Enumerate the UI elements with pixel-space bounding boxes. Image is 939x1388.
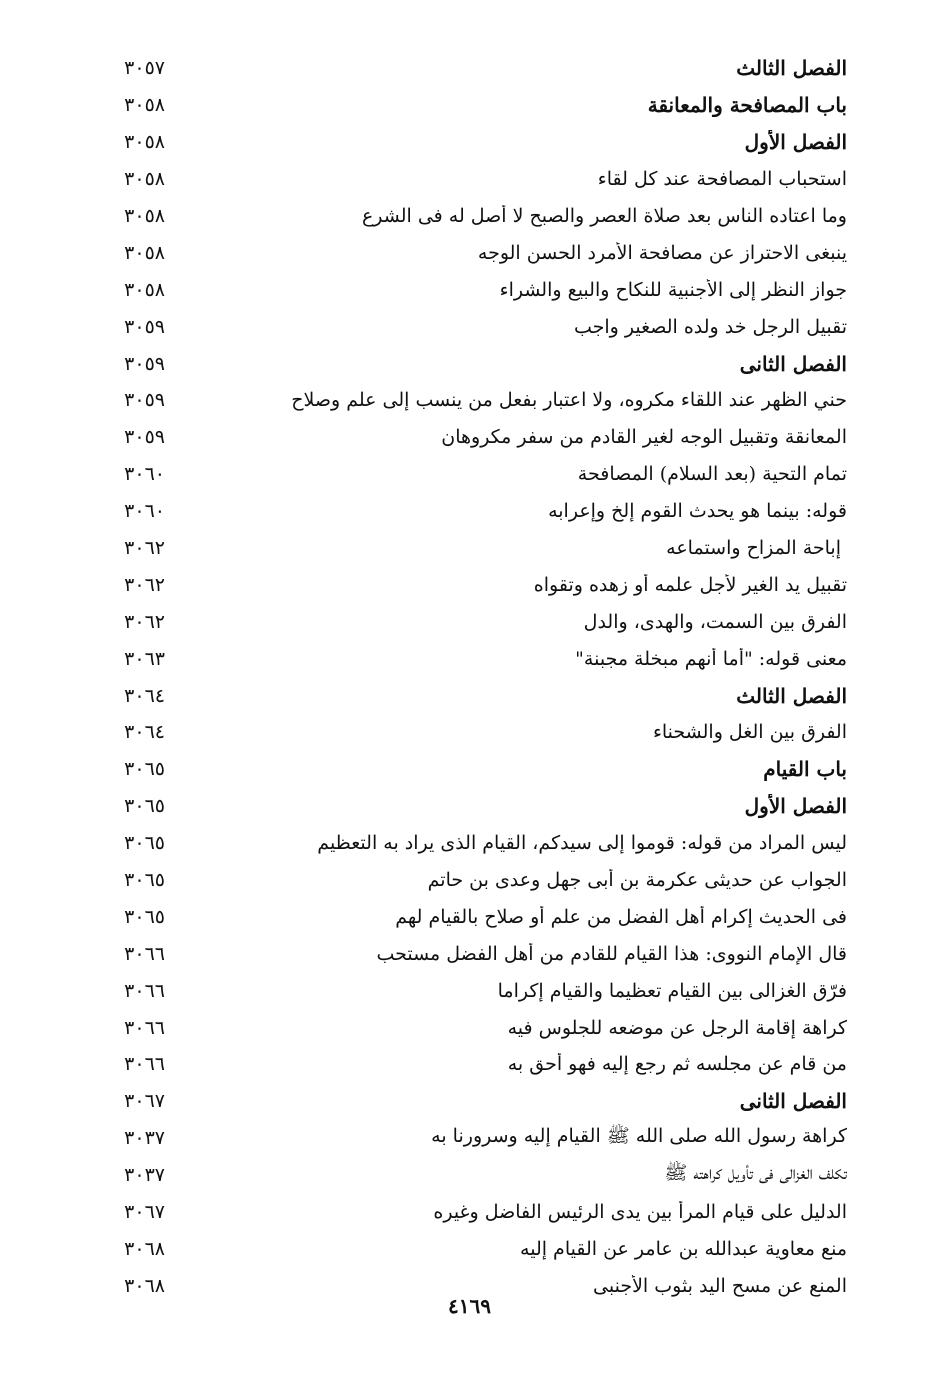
toc-entry-title: تقبيل الرجل خد ولده الصغير واجب [573, 315, 847, 338]
toc-entry-title: معنى قوله: "أما أنهم مبخلة مجبنة" [575, 647, 847, 670]
toc-heading-title: الفصل الأول [744, 130, 847, 155]
toc-entry-row [95, 972, 847, 1009]
toc-page-number: ٣٠٦٦ [124, 1016, 165, 1039]
toc-entry-row [95, 1231, 847, 1268]
toc-page-number: ٣٠٦٠ [124, 500, 165, 523]
toc-heading-title: باب القيام [763, 757, 847, 782]
toc-entry-title: كراهة رسول الله صلى الله ﷺ القيام إليه وسرورنا به [431, 1125, 847, 1148]
toc-page-number: ٣٠٣٧ [124, 1164, 165, 1187]
toc-heading-title: الفصل الثالث [736, 683, 847, 708]
toc-heading-row [95, 1083, 847, 1120]
toc-page-number: ٣٠٦٥ [124, 869, 165, 892]
toc-entry-row [95, 1157, 847, 1194]
toc-heading-row [95, 751, 847, 788]
toc-entry-row [95, 1046, 847, 1083]
toc-page-number: ٣٠٥٧ [124, 57, 165, 80]
toc-page-number: ٣٠٦٧ [124, 1201, 165, 1224]
toc-entry-title: حني الظهر عند اللقاء مكروه، ولا اعتبار بفعل من ينسب إلى علم وصلاح [291, 389, 847, 412]
toc-heading-row [95, 677, 847, 714]
toc-entry-row [95, 640, 847, 677]
toc-entry-row [95, 271, 847, 308]
toc-entry-row [95, 493, 847, 530]
toc-heading-title: الفصل الثالث [736, 56, 847, 81]
toc-page-number: ٣٠٥٨ [124, 168, 165, 191]
toc-page-number: ٣٠٦٥ [124, 832, 165, 855]
toc-entry-title: إباحة المزاح واستماعه [666, 537, 841, 560]
toc-entry-title: ينبغى الاحتراز عن مصافحة الأمرد الحسن الوجه [477, 241, 847, 264]
toc-entry-title: كراهة إقامة الرجل عن موضعه للجلوس فيه [507, 1016, 847, 1039]
toc-entry-row [95, 862, 847, 899]
toc-entry-title: قوله: بينما هو يحدث القوم إلخ وإعرابه [548, 500, 847, 523]
toc-page-number: ٣٠٦٥ [124, 758, 165, 781]
toc-page-number: ٣٠٥٨ [124, 131, 165, 154]
toc-heading-title: باب المصافحة والمعانقة [647, 93, 847, 118]
toc-page-number: ٣٠٦٤ [124, 684, 165, 707]
toc-entry-title: من قام عن مجلسه ثم رجع إليه فهو أحق به [507, 1053, 847, 1076]
toc-entry-row [95, 419, 847, 456]
toc-page-number: ٣٠٥٨ [124, 278, 165, 301]
toc-entry-title: المنع عن مسح اليد بثوب الأجنبى [593, 1274, 847, 1297]
toc-entry-row [95, 1120, 847, 1157]
toc-entry-title: المعانقة وتقبيل الوجه لغير القادم من سفر مكروهان [441, 426, 847, 449]
toc-page-number: ٣٠٦٢ [124, 610, 165, 633]
table-of-contents [95, 50, 847, 1304]
toc-page-number: ٣٠٥٨ [124, 205, 165, 227]
toc-entry-row [95, 603, 847, 640]
toc-page-number: ٣٠٦٧ [124, 1090, 165, 1113]
toc-page-number: ٣٠٦٦ [124, 979, 165, 1002]
toc-entry-row [95, 1009, 847, 1046]
toc-entry-row [95, 234, 847, 271]
toc-entry-row [95, 566, 847, 603]
toc-entry-row [95, 308, 847, 345]
toc-page-number: ٣٠٦٤ [124, 721, 165, 744]
toc-page-number: ٣٠٦٢ [124, 573, 165, 596]
toc-page-number: ٣٠٥٩ [124, 352, 165, 375]
toc-entry-row [95, 898, 847, 935]
toc-heading-title: الفصل الأول [744, 794, 847, 819]
toc-entry-title: قال الإمام النووى: هذا القيام للقادم من أهل الفضل مستحب [376, 942, 847, 965]
toc-heading-row [95, 87, 847, 124]
toc-heading-title: الفصل الثانى [739, 1089, 847, 1114]
toc-page-number: ٣٠٦٦ [124, 1053, 165, 1076]
toc-entry-title: تكلف الغزالى فى تأويل كراهته ﷺ [664, 1162, 847, 1185]
toc-entry-title: وما اعتاده الناس بعد صلاة العصر والصبح لا أصل له فى الشرع [361, 205, 847, 227]
toc-entry-title: فى الحديث إكرام أهل الفضل من علم أو صلاح بالقيام لهم [395, 905, 847, 928]
toc-page-number: ٣٠٦٨ [124, 1274, 165, 1297]
toc-entry-title: منع معاوية عبدالله بن عامر عن القيام إليه [520, 1237, 847, 1260]
toc-entry-title: استحباب المصافحة عند كل لقاء [597, 168, 847, 191]
toc-page-number: ٣٠٦٨ [124, 1237, 165, 1260]
toc-entry-title: الفرق بين السمت، والهدى، والدل [583, 610, 847, 633]
toc-entry-title: الدليل على قيام المرأ بين يدى الرئيس الفاضل وغيره [433, 1201, 847, 1224]
toc-entry-title: تقبيل يد الغير لأجل علمه أو زهده وتقواه [533, 573, 847, 596]
toc-page-number: ٣٠٥٩ [124, 389, 165, 412]
toc-page-number: ٣٠٦٥ [124, 795, 165, 818]
toc-entry-row [95, 161, 847, 198]
toc-entry-row [95, 198, 847, 235]
toc-entry-row [95, 530, 847, 567]
toc-page-number: ٣٠٥٩ [124, 426, 165, 449]
toc-heading-row [95, 50, 847, 87]
toc-entry-title: الفرق بين الغل والشحناء [652, 721, 847, 744]
toc-page-number: ٣٠٥٨ [124, 94, 165, 117]
toc-entry-row [95, 825, 847, 862]
toc-heading-row [95, 345, 847, 382]
toc-page-number: ٣٠٥٩ [124, 315, 165, 338]
toc-heading-title: الفصل الثانى [739, 351, 847, 376]
toc-entry-row [95, 456, 847, 493]
toc-page-number: ٣٠٦٥ [124, 905, 165, 928]
toc-entry-row [95, 1194, 847, 1231]
toc-entry-title: الجواب عن حديثى عكرمة بن أبى جهل وعدى بن حاتم [427, 869, 847, 892]
toc-entry-title: تمام التحية (بعد السلام) المصافحة [577, 463, 847, 486]
toc-entry-title: فرّق الغزالى بين القيام تعظيما والقيام إكراما [497, 979, 847, 1002]
toc-entry-title: ليس المراد من قوله: قوموا إلى سيدكم، القيام الذى يراد به التعظيم [317, 832, 847, 855]
toc-heading-row [95, 124, 847, 161]
toc-entry-row [95, 382, 847, 419]
page-number: ٤١٦٩ [448, 1294, 491, 1318]
toc-page-number: ٣٠٦٢ [124, 537, 165, 560]
toc-entry-title: جواز النظر إلى الأجنبية للنكاح والبيع والشراء [499, 278, 847, 301]
toc-entry-row [95, 714, 847, 751]
toc-page-number: ٣٠٦٠ [124, 463, 165, 486]
toc-heading-row [95, 788, 847, 825]
toc-page-number: ٣٠٥٨ [124, 241, 165, 264]
toc-page-number: ٣٠٦٦ [124, 942, 165, 965]
toc-page-number: ٣٠٣٧ [124, 1127, 165, 1150]
toc-page-number: ٣٠٦٣ [124, 647, 165, 670]
toc-entry-row [95, 935, 847, 972]
